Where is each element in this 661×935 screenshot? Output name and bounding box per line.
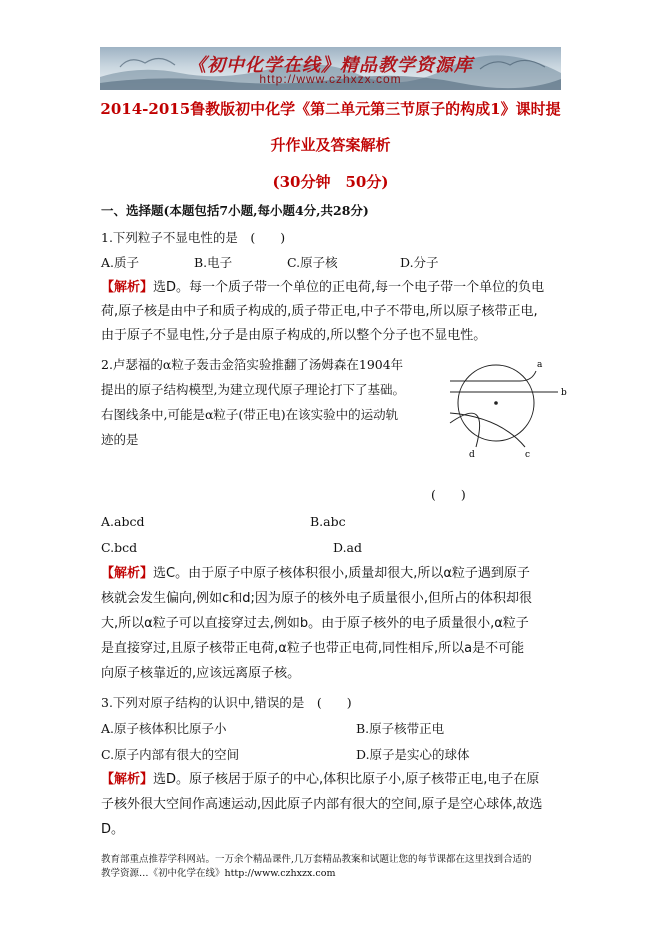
- banner-url[interactable]: http://www.czhxzx.com: [259, 72, 402, 86]
- q3-option-d: D.原子是实心的球体: [356, 747, 470, 762]
- q2-option-d: D.ad: [333, 540, 363, 555]
- q2-stem-line2: 提出的原子结构模型,为建立现代原子理论打下了基础。: [101, 382, 405, 397]
- q3-analysis-line2: 子核外很大空间作高速运动,因此原子内部有很大的空间,原子是空心球体,故选: [101, 797, 543, 812]
- q3-option-b: B.原子核带正电: [356, 721, 445, 736]
- time-score: (30分钟 50分): [272, 173, 389, 191]
- q2-analysis-line1: 【解析】选C。由于原子中原子核体积很小,质量却很大,所以α粒子遇到原子: [101, 566, 530, 581]
- section-header: 一、选择题(本题包括7小题,每小题4分,共28分): [101, 203, 369, 218]
- document-title-line1: 2014-2015鲁教版初中化学《第二单元第三节原子的构成1》课时提: [100, 100, 561, 118]
- nucleus-dot: [494, 401, 498, 405]
- q2-stem-line3: 右图线条中,可能是α粒子(带正电)在该实验中的运动轨: [101, 407, 399, 422]
- q2-option-b: B.abc: [310, 514, 346, 529]
- q2-stem-line4: 迹的是: [101, 432, 139, 447]
- q3-analysis-line1: 【解析】选D。原子核居于原子的中心,体积比原子小,原子核带正电,电子在原: [101, 772, 540, 787]
- alpha-scattering-diagram: [440, 355, 585, 460]
- q2-analysis-line5: 向原子核靠近的,应该远离原子核。: [101, 666, 301, 681]
- label-c: c: [525, 450, 531, 460]
- q1-stem: 1.下列粒子不显电性的是 ( ): [101, 230, 286, 245]
- q2-option-a: A.abcd: [101, 514, 145, 529]
- q3-option-a: A.原子核体积比原子小: [101, 721, 227, 736]
- q1-analysis-line1: 【解析】选D。每一个质子带一个单位的正电荷,每一个电子带一个单位的负电: [101, 280, 545, 295]
- q1-analysis-line2: 荷,原子核是由中子和质子构成的,质子带正电,中子不带电,所以原子核带正电,: [101, 304, 538, 319]
- analysis-tag: 【解析】: [101, 566, 154, 581]
- q2-stem-line1: 2.卢瑟福的α粒子轰击金箔实验推翻了汤姆森在1904年: [101, 357, 404, 372]
- label-a: a: [537, 360, 543, 370]
- q2-analysis-line4: 是直接穿过,且原子核带正电荷,α粒子也带正电荷,同性相斥,所以a是不可能: [101, 641, 525, 656]
- footer-line1: 教育部重点推荐学科网站。一万余个精品课件,几万套精品教案和试题让您的每节课都在这里找到合适的: [101, 854, 532, 865]
- q3-analysis-line3: D。: [101, 822, 125, 837]
- q1-option-c: C.原子核: [287, 255, 338, 270]
- q3-stem: 3.下列对原子结构的认识中,错误的是 ( ): [101, 695, 352, 710]
- label-d: d: [469, 450, 475, 460]
- label-b: b: [561, 388, 567, 398]
- q2-analysis-line3: 大,所以α粒子可以直接穿过去,例如b。由于原子核外的电子质量很小,α粒子: [101, 616, 529, 631]
- banner-title: 《初中化学在线》精品教学资源库: [188, 55, 473, 76]
- q1-option-b: B.电子: [194, 255, 233, 270]
- document-title-line2: 升作业及答案解析: [270, 136, 391, 154]
- footer-line2[interactable]: 教学资源…《初中化学在线》http://www.czhxzx.com: [101, 868, 336, 879]
- q1-option-d: D.分子: [400, 255, 439, 270]
- q2-analysis-line2: 核就会发生偏向,例如c和d;因为原子的核外电子质量很小,但所占的体积却很: [101, 591, 533, 606]
- site-banner[interactable]: [100, 47, 561, 90]
- q1-analysis-line3: 由于原子不显电性,分子是由原子构成的,所以整个分子也不显电性。: [101, 328, 487, 343]
- trajectory-d: [450, 413, 480, 447]
- q1-option-a: A.质子: [101, 255, 140, 270]
- q2-answer-bracket: ( ): [431, 487, 466, 502]
- q2-option-c: C.bcd: [101, 540, 138, 555]
- analysis-tag: 【解析】: [101, 772, 154, 787]
- analysis-tag: 【解析】: [101, 280, 154, 295]
- q3-option-c: C.原子内部有很大的空间: [101, 747, 240, 762]
